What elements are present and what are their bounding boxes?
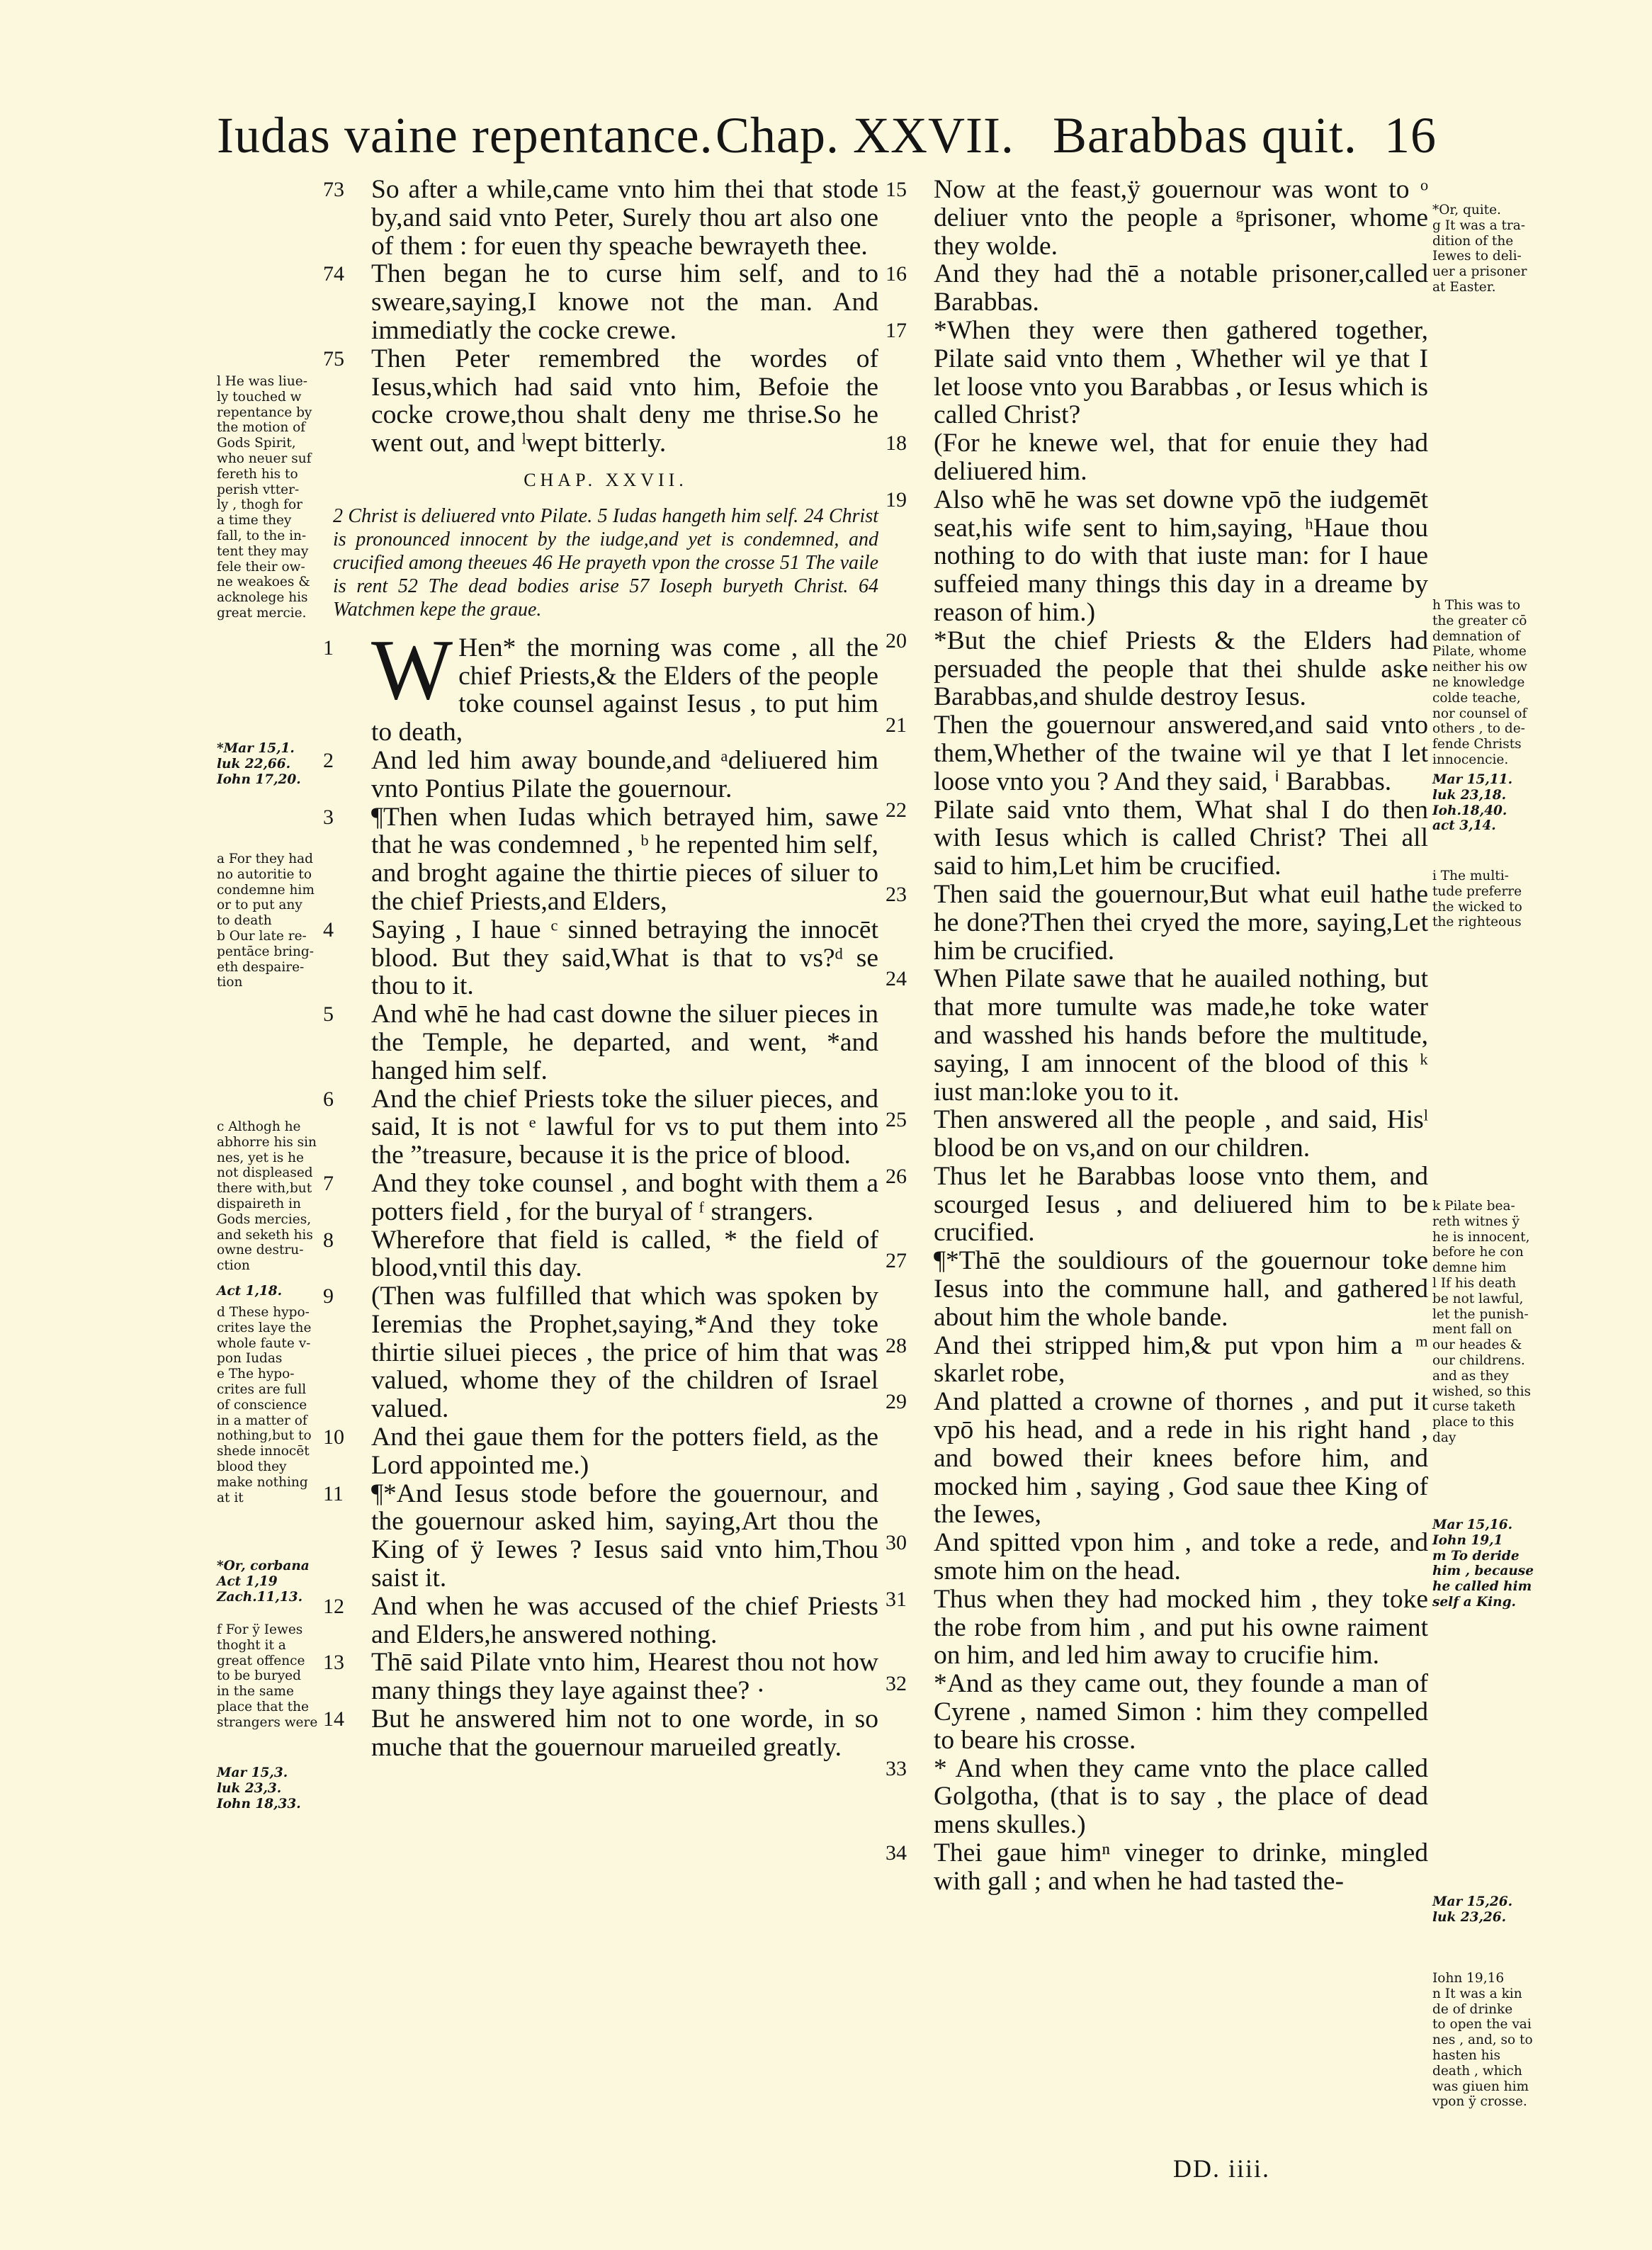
margin-reference: *Or, corbana Act 1,19 Zach.11,13. xyxy=(217,1559,310,1605)
verse: 31 Thus when they had mocked him , they toke the robe from him , and put his owne raiment on him, and led him away to crucifie him. xyxy=(886,1584,1428,1670)
signature-mark: DD. iiii. xyxy=(1173,2154,1271,2183)
chapter-heading: CHAP. XXVII. xyxy=(524,469,688,490)
header-folio: 16 xyxy=(1384,107,1437,164)
verse: 17 *When they were then gathered together, Pilate said vnto them , Whether wil ye that I let loose vnto you Barabbas , or Iesus which is called Christ? xyxy=(886,315,1428,430)
margin-note: i The multi- tude preferre the wicked to the righteous xyxy=(1432,869,1522,930)
margin-note: f For ÿ Iewes thoght it a great offence to be buryed in the same place that the strangers were xyxy=(217,1622,318,1730)
right-column xyxy=(886,175,1428,1896)
verse: 10 And thei gaue them for the potters field, as the Lord appointed me.) xyxy=(323,1423,878,1480)
verse: 16 And they had thē a notable prisoner,called Barabbas. xyxy=(886,259,1428,317)
verse: 2 And led him away bounde,and ᵃdeliuered him vnto Pontius Pilate the gouernour. xyxy=(323,745,878,803)
verse: 3 ¶Then when Iudas which betrayed him, sawe that he was condemned , ᵇ he repented him self, and broght againe the thirtie pieces of siluer to the chief Priests,and Elders, xyxy=(323,802,878,916)
verse: 27 ¶*Thē the souldiours of the gouernour toke Iesus into the commune hall, and gathered about him the whole bande. xyxy=(886,1246,1428,1332)
margin-reference: *Mar 15,1. luk 22,66. Iohn 17,20. xyxy=(217,741,301,787)
verse: 8 Wherefore that field is called, * the field of blood,vntil this day. xyxy=(323,1225,878,1283)
verse: 6 And the chief Priests toke the siluer pieces, and said, It is not ᵉ lawful for vs to put them into the ”treasure, because it is the price of blood. xyxy=(323,1084,878,1170)
verse: 30 And spitted vpon him , and toke a rede, and smote him on the head. xyxy=(886,1528,1428,1586)
verse: 28 And thei stripped him,& put vpon him a ᵐ skarlet robe, xyxy=(886,1330,1428,1389)
header-right-title: Barabbas quit. xyxy=(1053,107,1357,164)
margin-note: Iohn 19,16 n It was a kin de of drinke to open the vai nes , and, so to hasten his death , which was giuen him vpon ÿ crosse. xyxy=(1432,1971,1533,2110)
margin-note: h This was to the greater cō demnation of Pilate, whome neither his ow ne knowledge colde teache, nor counsel of others , to de- fende Christs innocencie. xyxy=(1432,598,1527,767)
margin-note: l He was liue- ly touched w repentance by the motion of Gods Spirit, who neuer suf fereth his to perish vtter- ly , thogh for a time they fall, to the in- tent they may fele their ow- ne weakoes & acknolege his great mercie. xyxy=(217,374,312,621)
margin-reference: Mar 15,11. luk 23,18. Ioh.18,40. act 3,14. xyxy=(1432,772,1513,834)
verse: 14 But he answered him not to one worde, in so muche that the gouernour marueiled greatly. xyxy=(323,1705,878,1762)
verse: 26 Thus let he Barabbas loose vnto them, and scourged Iesus , and deliuered him to be crucified. xyxy=(886,1161,1428,1248)
verse: 23 Then said the gouernour,But what euil hathe he done?Then thei cryed the more, saying,Let him be crucified. xyxy=(886,879,1428,966)
verse: 13 Thē said Pilate vnto him, Hearest thou not how many things they laye against thee? · xyxy=(323,1648,878,1706)
verse: 18 (For he knewe wel, that for enuie they had deliuered him. xyxy=(886,429,1428,486)
header-left-title: Iudas vaine repentance. xyxy=(217,107,713,164)
verse: 7 And they toke counsel , and boght with them a potters field , for the buryal of ᶠ strangers. xyxy=(323,1168,878,1226)
margin-note: a For they had no autoritie to condemne him or to put any to death b Our late re- pentāce bring- eth despaire- tion xyxy=(217,852,315,990)
verse: 21 Then the gouernour answered,and said vnto them,Whether of the twaine wil ye that I let loose vnto you ? And they said, ⁱ Barabbas. xyxy=(886,711,1428,796)
header-chapter: Chap. XXVII. xyxy=(715,107,1014,164)
verse: 74 Then began he to curse him self, and to sweare,saying,I knowe not the man. And immediatly the cocke crewe. xyxy=(323,259,878,345)
verse: 73 So after a while,came vnto him thei that stode by,and said vnto Peter, Surely thou art also one of them : for euen thy speache bewrayeth thee. xyxy=(323,175,878,261)
verse: 22 Pilate said vnto them, What shal I do then with Iesus which is called Christ? Thei all said to him,Let him be crucified. xyxy=(886,795,1428,881)
verse-first: 1 W Hen* the morning was come , all the chief Priests,& the Elders of the people toke counsel against Iesus , to put him to death, xyxy=(323,621,878,747)
verse: 32 *And as they came out, they founde a man of Cyrene , named Simon : him they compelled to beare his crosse. xyxy=(886,1669,1428,1755)
verse: 24 When Pilate sawe that he auailed nothing, but that more tumulte was made,he toke water and wasshed his hands before the multitude, saying, I am innocent of the blood of this ᵏ iust man:loke you to it. xyxy=(886,964,1428,1107)
left-margin-notes xyxy=(217,0,337,2250)
verse: 34 Thei gaue himⁿ vineger to drinke, mingled with gall ; and when he had tasted the- xyxy=(886,1838,1428,1896)
verse: 11 ¶*And Iesus stode before the gouernour, and the gouernour asked him, saying,Art thou the King of ÿ Iewes ? Iesus said vnto him,Thou saist it. xyxy=(323,1479,878,1593)
verse: 19 Also whē he was set downe vpō the iudgemēt seat,his wife sent to him,saying, ʰHaue thou nothing to do with that iuste man: for I haue suffeied many things this day in a dreame by reason of him.) xyxy=(886,485,1428,627)
margin-reference: Act 1,18. xyxy=(217,1284,283,1299)
drop-cap: W xyxy=(371,621,453,718)
margin-note: c Althogh he abhorre his sin nes, yet is he not displeased there with,but dispaireth in Gods mercies, and seketh his owne destru- ction xyxy=(217,1119,317,1274)
verse: 12 And when he was accused of the chief Priests and Elders,he answered nothing. xyxy=(323,1591,878,1649)
margin-note: Mar 15,16. Iohn 19,1 m To deride him , because he called him self a King. xyxy=(1432,1517,1534,1610)
margin-note: d These hypo- crites laye the whole faute v- pon Iudas e The hypo- crites are full of conscience in a matter of nothing,but to shede innocēt blood they make nothing at it xyxy=(217,1305,312,1505)
margin-reference: Mar 15,3. luk 23,3. Iohn 18,33. xyxy=(217,1765,301,1811)
left-column xyxy=(323,175,878,1762)
verse: 20 *But the chief Priests & the Elders had persuaded the people that thei shulde aske Barabbas,and shulde destroy Iesus. xyxy=(886,626,1428,712)
verse: 75 Then Peter remembred the wordes of Iesus,which had said vnto him, Befoie the cocke crowe,thou shalt deny me thrise.So he went out, and ˡwept bitterly. xyxy=(323,344,878,458)
right-margin-notes xyxy=(1432,0,1574,2250)
chapter-summary: 2 Christ is deliuered vnto Pilate. 5 Iudas hangeth him self. 24 Christ is pronounced innocent by the iudge,and yet is condemned, and crucified among theeues 46 He prayeth vpon the crosse 51 The vaile is rent 52 The dead bodies arise 57 Ioseph buryeth Christ. 64 Watchmen kepe the graue. xyxy=(333,504,878,621)
verse: 9 (Then was fulfilled that which was spoken by Ieremias the Prophet,saying,*And they toke thirtie siluei pieces , the price of him that was valued, whome they of the children of Israel valued. xyxy=(323,1282,878,1424)
margin-reference: Mar 15,26. luk 23,26. xyxy=(1432,1894,1513,1925)
verse: 25 Then answered all the people , and said, Hisˡ blood be on vs,and on our children. xyxy=(886,1105,1428,1163)
margin-note: *Or, quite. g It was a tra- dition of the Iewes to deli- uer a prisoner at Easter. xyxy=(1432,203,1527,295)
margin-note: k Pilate bea- reth witnes ÿ he is innocent, before he con demne him l If his death be not lawful, let the punish- ment fall on our heades & our childrens. and as they wished, so this curse taketh place to this day xyxy=(1432,1199,1531,1445)
verse: 4 Saying , I haue ᶜ sinned betraying the innocēt blood. But they said,What is that to vs?ᵈ se thou to it. xyxy=(323,915,878,1001)
verse: 15 Now at the feast,ÿ gouernour was wont to ᵒ deliuer vnto the people a ᵍprisoner, whome they wolde. xyxy=(886,175,1428,261)
verse: 33 * And when they came vnto the place called Golgotha, (that is to say , the place of dead mens skulles.) xyxy=(886,1753,1428,1840)
verse: 29 And platted a crowne of thornes , and put it vpō his head, and a rede in his right hand , and bowed their knees before him, and mocked him , saying , God saue thee King of the Iewes, xyxy=(886,1387,1428,1530)
verse: 5 And whē he had cast downe the siluer pieces in the Temple, he departed, and went, *and hanged him self. xyxy=(323,1000,878,1085)
